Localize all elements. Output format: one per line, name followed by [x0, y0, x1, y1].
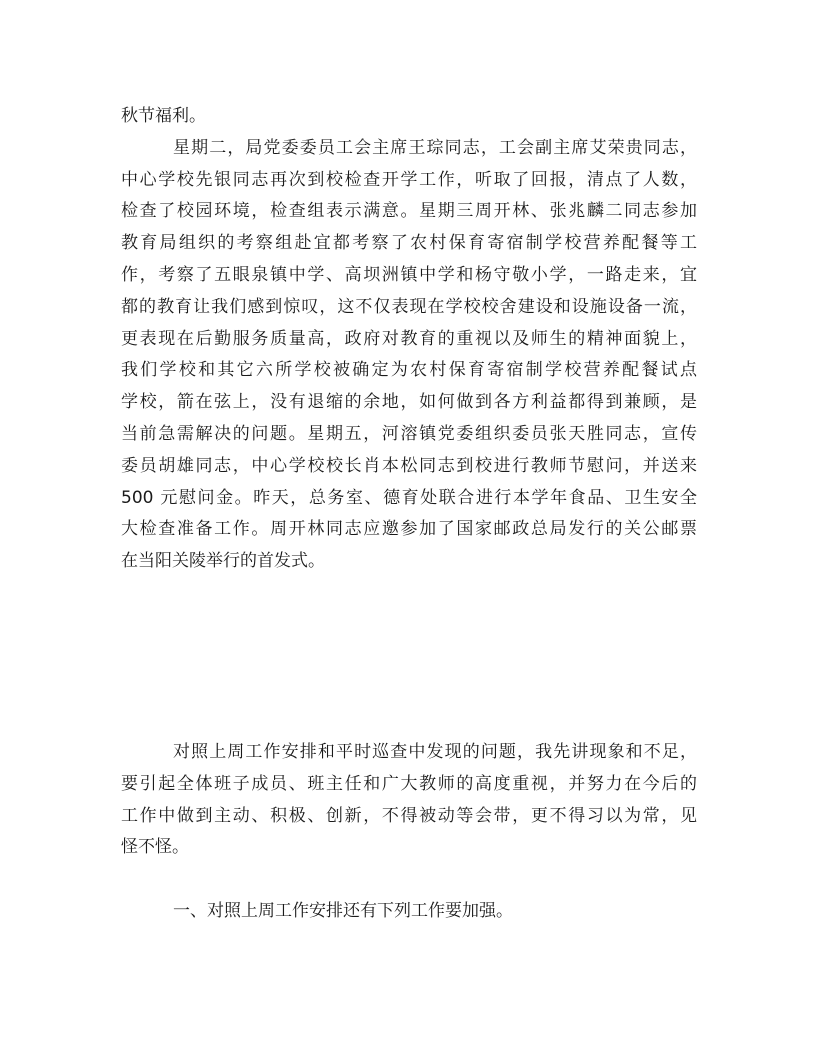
section-heading: 一、对照上周工作安排还有下列工作要加强。 [173, 901, 513, 921]
body-text-block-3 [121, 896, 697, 928]
paragraph-line: 学校，箭在弦上，没有退缩的余地，如何做到各方利益都得到兼顾，是 [121, 392, 697, 413]
body-text-block-1 [121, 101, 697, 578]
paragraph-line: 更表现在后勤服务质量高，政府对教育的重视以及师生的精神面貌上， [121, 328, 697, 349]
paragraph-line: 秋节福利。 [121, 106, 206, 126]
paragraph-line: 500 元慰问金。昨天，总务室、德育处联合进行本学年食品、卫生安全 [121, 487, 697, 508]
paragraph-line: 我们学校和其它六所学校被确定为农村保育寄宿制学校营养配餐试点 [121, 360, 697, 381]
paragraph-line: 当前急需解决的问题。星期五，河溶镇党委组织委员张天胜同志，宣传 [121, 423, 697, 444]
paragraph-line: 星期二，局党委委员工会主席王琮同志，工会副主席艾荣贵同志， [173, 137, 697, 158]
paragraph-line: 怪不怪。 [121, 837, 189, 858]
paragraph-line: 作，考察了五眼泉镇中学、高坝洲镇中学和杨守敬小学，一路走来，宜 [121, 264, 697, 285]
paragraph-line: 教育局组织的考察组赴宜都考察了农村保育寄宿制学校营养配餐等工 [121, 233, 697, 254]
paragraph-line: 都的教育让我们感到惊叹，这不仅表现在学校校舍建设和设施设备一流， [121, 296, 697, 317]
paragraph-line: 工作中做到主动、积极、创新，不得被动等会带，更不得习以为常，见 [121, 805, 697, 826]
paragraph-line: 检查了校园环境，检查组表示满意。星期三周开林、张兆麟二同志参加 [121, 201, 697, 222]
paragraph-line: 大检查准备工作。周开林同志应邀参加了国家邮政总局发行的关公邮票 [121, 519, 697, 540]
paragraph-line: 要引起全体班子成员、班主任和广大教师的高度重视，并努力在今后的 [121, 773, 697, 794]
body-text-block-2 [121, 737, 697, 864]
paragraph-line: 委员胡雄同志，中心学校校长肖本松同志到校进行教师节慰问，并送来 [121, 455, 697, 476]
paragraph-line: 中心学校先银同志再次到校检查开学工作，听取了回报，清点了人数， [121, 169, 697, 190]
paragraph-line: 对照上周工作安排和平时巡查中发现的问题，我先讲现象和不足， [173, 742, 697, 762]
paragraph-line: 在当阳关陵举行的首发式。 [121, 551, 325, 572]
